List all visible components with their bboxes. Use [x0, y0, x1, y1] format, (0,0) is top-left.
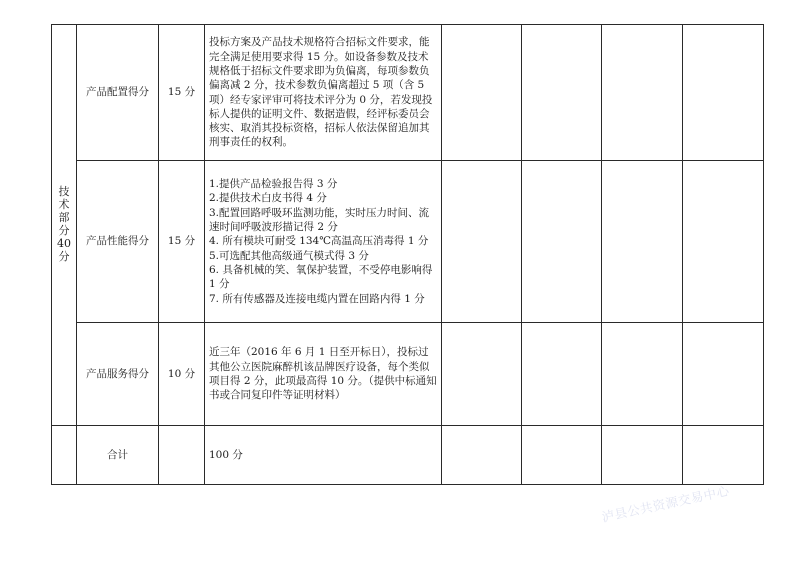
blank-cell: [683, 25, 764, 161]
total-label-cell: [77, 426, 159, 485]
criteria-line: 5.可选配其他高级通气模式得 3 分: [209, 249, 369, 262]
blank-cell: [442, 25, 522, 161]
table-row: [52, 161, 764, 323]
blank-cell: [602, 25, 683, 161]
criteria-cell: [205, 323, 442, 426]
blank-cell: [602, 323, 683, 426]
score-cell: [159, 161, 205, 323]
total-value: 100 分: [209, 448, 243, 461]
blank-cell: [522, 161, 602, 323]
blank-cell: [159, 426, 205, 485]
criteria-line: 6. 具备机械的笑、氧保护装置，不受停电影响得 1 分: [209, 263, 433, 291]
blank-cell: [683, 426, 764, 485]
total-value-cell: [205, 426, 442, 485]
category-cell: [52, 25, 77, 426]
criteria-line: 7. 所有传感器及连接电缆内置在回路内得 1 分: [209, 292, 425, 305]
item-score: 15 分: [167, 86, 196, 99]
criteria-line: 3.配置回路呼吸环监测功能，实时压力时间、流速时间呼吸波形描记得 2 分: [209, 206, 430, 234]
blank-cell: [442, 323, 522, 426]
blank-cell: [522, 25, 602, 161]
item-name: 产品服务得分: [86, 367, 149, 380]
criteria-line: 2.提供技术白皮书得 4 分: [209, 192, 327, 205]
blank-cell: [683, 161, 764, 323]
criteria-line: 4. 所有模块可耐受 134℃高温高压消毒得 1 分: [209, 235, 429, 248]
criteria-line: 1.提供产品检验报告得 3 分: [209, 178, 338, 191]
blank-cell: [522, 323, 602, 426]
score-cell: [159, 323, 205, 426]
criteria-text: 投标方案及产品技术规格符合招标文件要求，能完全满足使用要求得 15 分。如设备参数及技术规格低于招标文件要求即为负偏离，每项参数负偏离减 2 分，技术参数负偏离超过 5 项（含 5 项）经专家评审可将技术评分为 0 分，若发现投标人提供的证明文件、数据造假，经评标委员会核实、取消其投标资格，招标人依法保留追加其刑事责任的权利。: [209, 36, 433, 149]
blank-cell: [442, 426, 522, 485]
item-name-cell: [77, 323, 159, 426]
blank-cell: [442, 161, 522, 323]
category-label: 技术部分40分: [57, 185, 71, 264]
total-row: [52, 426, 764, 485]
total-label: 合计: [107, 448, 128, 461]
blank-cell: [522, 426, 602, 485]
item-name-cell: [77, 25, 159, 161]
criteria-cell: [205, 25, 442, 161]
watermark: 泸县公共资源交易中心: [600, 482, 731, 525]
score-cell: [159, 25, 205, 161]
criteria-cell: [205, 161, 442, 323]
blank-cell: [602, 426, 683, 485]
item-name: 产品性能得分: [86, 235, 149, 248]
item-name: 产品配置得分: [86, 86, 149, 99]
table-row: [52, 25, 764, 161]
blank-cell: [602, 161, 683, 323]
blank-cell: [52, 426, 77, 485]
table-row: [52, 323, 764, 426]
item-name-cell: [77, 161, 159, 323]
criteria-text: 近三年（2016 年 6 月 1 日至开标日），投标过其他公立医院麻醉机该品牌医疗设备，每个类似项目得 2 分，此项最高得 10 分。（提供中标通知书或合同复印件等证明材料）: [209, 346, 437, 402]
blank-cell: [683, 323, 764, 426]
item-score: 15 分: [167, 235, 196, 248]
scoring-table: [51, 24, 764, 485]
item-score: 10 分: [167, 367, 196, 380]
